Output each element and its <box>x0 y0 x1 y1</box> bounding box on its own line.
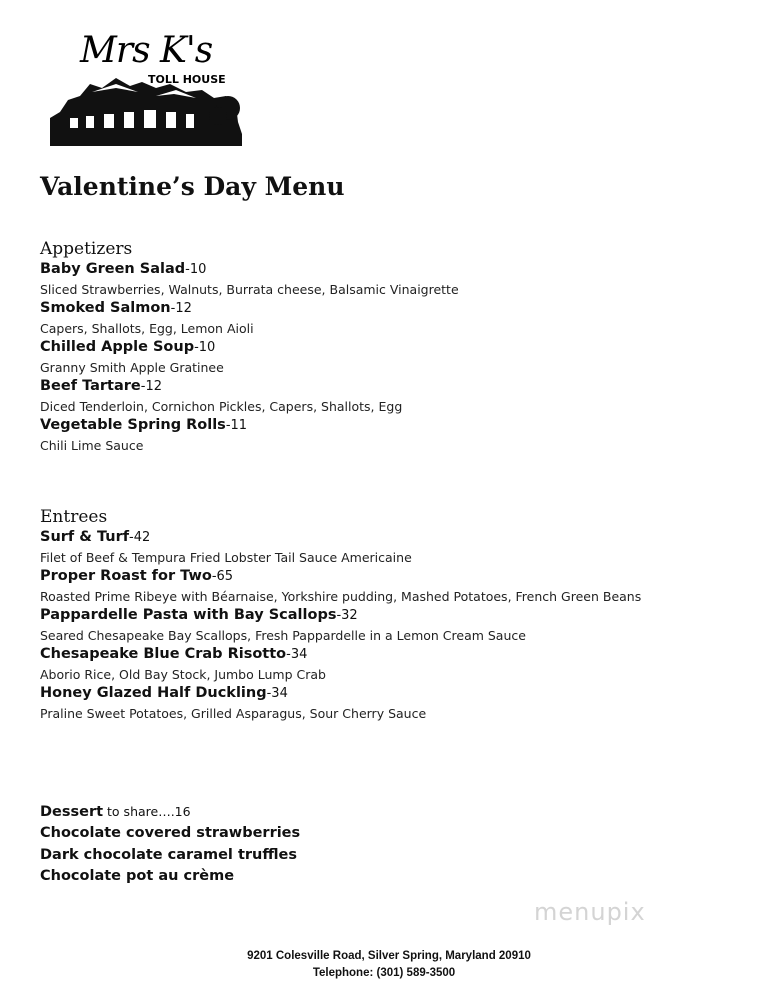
dessert-item: Chocolate covered strawberries <box>40 825 301 841</box>
appetizers-heading: Appetizers <box>40 239 133 259</box>
item-price: -12 <box>140 379 162 394</box>
item-name: Honey Glazed Half Duckling <box>40 685 267 701</box>
footer-address: 9201 Colesville Road, Silver Spring, Maryland 20910 <box>247 950 531 962</box>
item-name: Surf & Turf <box>40 529 130 545</box>
appetizers-section <box>40 239 459 455</box>
menu-item <box>40 606 641 626</box>
dessert-share-note: to share….16 <box>103 804 191 819</box>
page-title: Valentine’s Day Menu <box>40 172 345 201</box>
item-price: -11 <box>225 418 248 433</box>
item-name: Vegetable Spring Rolls <box>40 417 226 433</box>
item-description: Roasted Prime Ribeye with Béarnaise, Yorkshire pudding, Mashed Potatoes, French Green Beans <box>40 588 642 604</box>
dessert-item: Dark chocolate caramel truffles <box>40 846 297 863</box>
item-description: Granny Smith Apple Gratinee <box>40 359 224 375</box>
entrees-section <box>40 507 641 723</box>
item-description: Sliced Strawberries, Walnuts, Burrata cheese, Balsamic Vinaigrette <box>40 281 459 297</box>
dessert-heading-line <box>40 801 300 823</box>
footer <box>0 948 768 982</box>
item-price: -42 <box>129 530 151 545</box>
item-price: -12 <box>170 301 192 316</box>
menu-item <box>40 299 459 319</box>
item-description: Filet of Beef & Tempura Fried Lobster Tail Sauce Americaine <box>40 549 412 565</box>
item-name: Pappardelle Pasta with Bay Scallops <box>40 607 337 623</box>
menu-item <box>40 260 459 280</box>
item-price: -10 <box>194 340 216 355</box>
restaurant-logo <box>46 26 246 151</box>
dessert-heading: Dessert <box>40 804 104 820</box>
menu-item <box>40 416 459 436</box>
logo-name: Mrs K's <box>80 30 213 71</box>
item-description: Capers, Shallots, Egg, Lemon Aioli <box>40 320 254 336</box>
item-price: -32 <box>336 608 358 623</box>
menu-item <box>40 338 459 358</box>
menu-item <box>40 528 641 548</box>
logo-subtitle: TOLL HOUSE <box>148 73 226 86</box>
item-description: Aborio Rice, Old Bay Stock, Jumbo Lump Crab <box>40 666 326 682</box>
item-price: -34 <box>266 686 288 701</box>
footer-phone: Telephone: (301) 589-3500 <box>312 967 456 979</box>
item-name: Beef Tartare <box>40 378 141 394</box>
item-description: Chili Lime Sauce <box>40 437 144 453</box>
dessert-section <box>40 801 300 888</box>
item-name: Smoked Salmon <box>40 300 171 316</box>
item-description: Praline Sweet Potatoes, Grilled Asparagus, Sour Cherry Sauce <box>40 705 427 721</box>
item-name: Proper Roast for Two <box>40 568 212 584</box>
item-name: Chilled Apple Soup <box>40 339 195 355</box>
item-name: Chesapeake Blue Crab Risotto <box>40 646 287 662</box>
menu-item <box>40 645 641 665</box>
item-description: Seared Chesapeake Bay Scallops, Fresh Pappardelle in a Lemon Cream Sauce <box>40 627 526 643</box>
item-price: -65 <box>211 569 234 584</box>
item-price: -10 <box>185 262 207 277</box>
menu-item <box>40 684 641 704</box>
menupix-watermark: menupix <box>534 898 646 926</box>
item-description: Diced Tenderloin, Cornichon Pickles, Capers, Shallots, Egg <box>40 398 403 414</box>
item-price: -34 <box>286 647 308 662</box>
item-name: Baby Green Salad <box>40 261 186 277</box>
menu-item <box>40 567 641 587</box>
menu-item <box>40 377 459 397</box>
entrees-heading: Entrees <box>40 507 108 527</box>
dessert-item: Chocolate pot au crème <box>40 868 235 884</box>
